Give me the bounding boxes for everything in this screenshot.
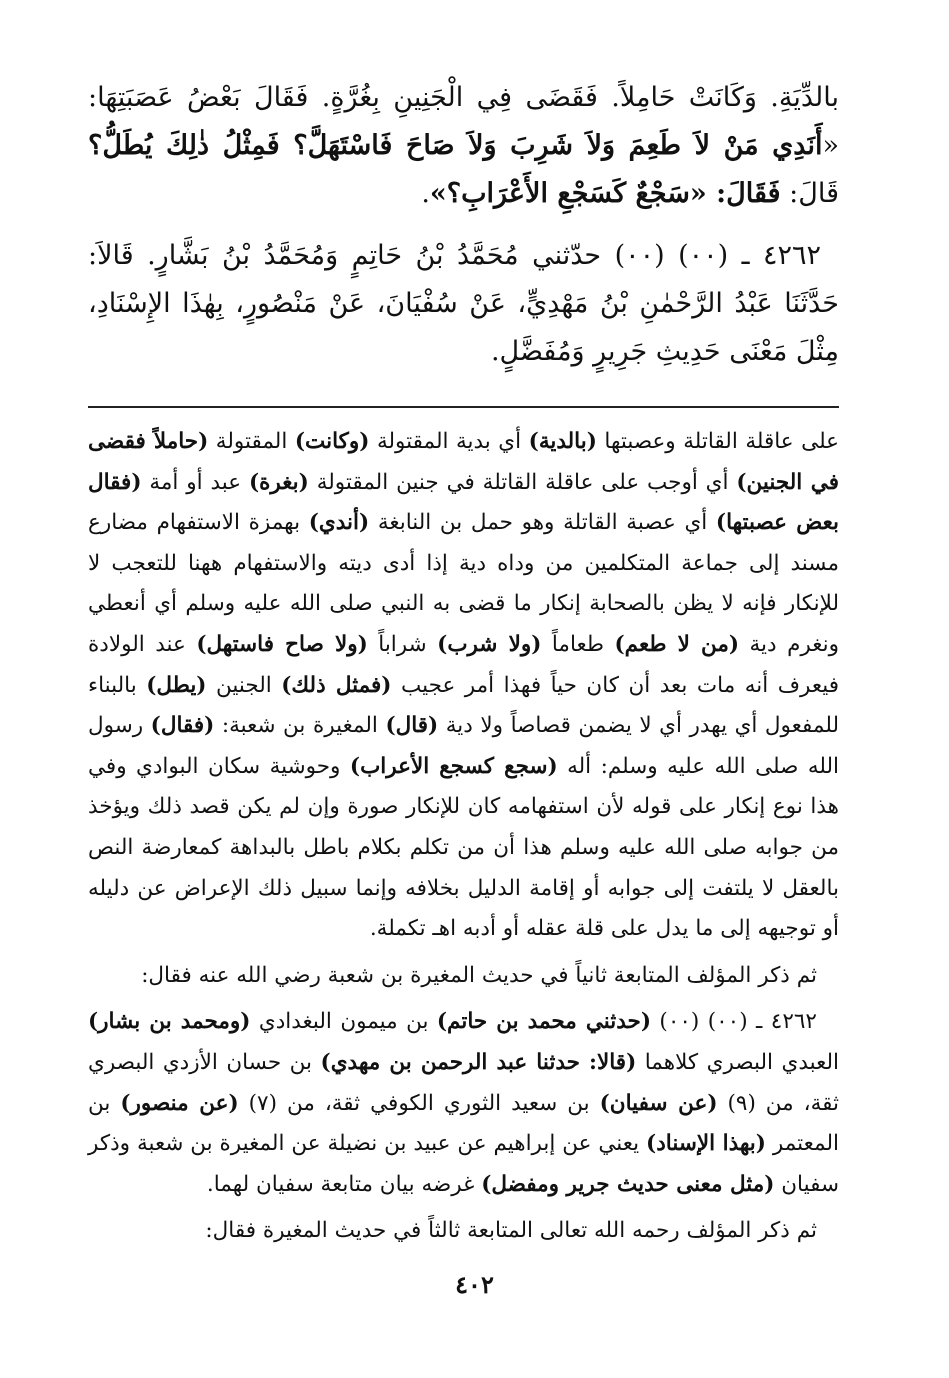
bold-text-run: (مثل معنى حديث جرير ومفضل)	[481, 1171, 775, 1197]
text-run: .	[421, 178, 430, 209]
bold-text-run: (ومحمد بن بشار)	[88, 1009, 251, 1035]
bold-text-run: (من لا طعم)	[614, 631, 740, 657]
bold-text-run: فَقَالَ: «سَجْعٌ كَسَجْعِ الأَعْرَابِ؟»	[429, 178, 781, 209]
bold-text-run: (يطل)	[146, 672, 207, 698]
bold-text-run: أَنَدِي مَنْ لاَ طَعِمَ وَلاَ شَرِبَ وَلاَ صَاحَ فَاسْتَهَلَّ؟ فَمِثْلُ ذٰلِكَ يُطَلُّ؟	[88, 130, 823, 161]
text-run: أي أوجب على عاقلة القاتلة في جنين المقتولة	[308, 469, 737, 495]
bold-text-run: (حدثني محمد بن حاتم)	[436, 1009, 651, 1035]
text-run: عند الولادة فيعرف أنه مات بعد أن كان حياً فهذا أمر عجيب	[88, 631, 840, 698]
text-run: طعاماً	[541, 631, 615, 657]
text-run: المقتولة	[208, 429, 295, 454]
bold-text-run: (ولا شرب)	[437, 631, 542, 657]
bold-text-run: (حاملاً فقضى في الجنين)	[88, 429, 840, 495]
text-run: بن حسان الأزدي البصري ثقة، من (٩)	[88, 1049, 839, 1116]
bold-text-run: (بالدية)	[528, 429, 597, 454]
text-run: شراباً	[367, 631, 438, 657]
text-run: بهمزة الاستفهام مضارع مسند إلى جماعة المتكلمين من وداه دية إذا أدى ديته والاستفهام ههنا للتعجب لا للإنكار فإنه لا يظن بالصحابة إنكار ما قضى به النبي صلى الله عليه وسلم أي أنعطي ونغرم دية	[88, 510, 839, 657]
bold-text-run: (بغرة)	[248, 469, 309, 495]
bold-text-run: (قال)	[385, 713, 439, 739]
commentary-paragraph-third-follow-up: ثم ذكر المؤلف رحمه الله تعالى المتابعة ثالثاً في حديث المغيرة فقال:	[205, 1218, 817, 1244]
hadith-text-block	[88, 74, 839, 376]
bold-text-run: (قالا: حدثنا عبد الرحمن بن مهدي)	[320, 1049, 637, 1075]
page-number: ٤٠٢	[455, 1270, 494, 1299]
document-page	[88, 74, 839, 1378]
hadith-paragraph-4262: ٤٢٦٢ ـ (٠٠) (٠٠) حدّثني مُحَمَّدُ بْنُ حَاتِمٍ وَمُحَمَّدُ بْنُ بَشَّارٍ. قَالاَ: حَدَّثَنَا عَبْدُ الرَّحْمٰنِ بْنُ مَهْدِيٍّ، عَنْ سُفْيَانَ، عَنْ مَنْصُورٍ، بِهٰذَا الإِسْنَادِ، مِثْلَ مَعْنَى حَدِيثِ جَرِيرٍ وَمُفَضَّلٍ.	[88, 240, 839, 367]
text-run: بن ميمون البغدادي	[250, 1009, 437, 1035]
bold-text-run: (عن منصور)	[120, 1090, 239, 1116]
commentary-paragraph-explanation	[88, 422, 839, 950]
bold-text-run: (ولا صاح فاستهل)	[196, 631, 368, 657]
text-run: بن سعيد الثوري الكوفي ثقة، من (٧)	[238, 1090, 600, 1116]
text-run: رسول الله صلى الله عليه وسلم: أله	[88, 713, 840, 779]
text-run: غرضه بيان متابعة سفيان لهما.	[206, 1171, 482, 1197]
text-run: عبد أو أمة	[141, 469, 249, 495]
text-run: قَالَ:	[780, 178, 839, 209]
text-run: المغيرة بن شعبة:	[214, 713, 386, 739]
bold-text-run: (بهذا الإسناد)	[646, 1131, 766, 1157]
commentary-paragraph-second-follow-up: ثم ذكر المؤلف المتابعة ثانياً في حديث المغيرة بن شعبة رضي الله عنه فقال:	[141, 962, 817, 988]
text-run: بن المعتمر	[88, 1090, 839, 1157]
bold-text-run: (أندي)	[308, 510, 370, 536]
hadith-paragraph-continuation	[88, 74, 839, 218]
bold-text-run: (فقال)	[150, 713, 215, 739]
bold-text-run: (فقال بعض عصبتها)	[88, 469, 840, 536]
text-run: يعني عن إبراهيم عن عبيد بن نضيلة عن المغيرة بن شعبة وذكر سفيان	[88, 1131, 839, 1197]
bold-text-run: (عن سفيان)	[599, 1090, 718, 1116]
footnote-divider-line	[88, 406, 839, 408]
text-run: العبدي البصري كلاهما	[636, 1049, 839, 1075]
text-run: على عاقلة القاتلة وعصبتها	[596, 429, 840, 454]
text-run: أي عصبة القاتلة وهو حمل بن النابغة	[369, 510, 716, 536]
text-run: أي بدية المقتولة	[369, 429, 529, 454]
commentary-paragraph-4262-chain	[88, 1002, 839, 1205]
text-run: وحوشية سكان البوادي وفي هذا نوع إنكار على قوله لأن استفهامه كان للإنكار صورة وإن لم يكن قصد ذلك ويؤخذ من جوابه صلى الله عليه وسلم هذا أن من تكلم بكلام باطل بالبداهة كمعارضة النص بالعقل لا يلتفت إلى جوابه أو إقامة الدليل بخلافه وإنما سبيل ذلك الإعراض عن دليله أو توجيهه إلى ما يدل على قلة عقله أو أدبه اهـ تكملة.	[88, 753, 839, 942]
text-run: الجنين	[206, 672, 282, 698]
text-run: ٤٢٦٢ ـ (٠٠) (٠٠)	[651, 1009, 817, 1035]
bold-text-run: (وكانت)	[294, 429, 370, 454]
bold-text-run: (سجع كسجع الأعراب)	[349, 753, 558, 779]
text-run: بالبناء للمفعول أي يهدر أي لا يضمن قصاصاً ولا دية	[88, 672, 839, 739]
text-run: بالدِّيَةِ. وَكَانَتْ حَامِلاً. فَقَضَى فِي الْجَنِينِ بِغُرَّةٍ. فَقَالَ بَعْضُ عَصَبَتِهَا: «	[88, 82, 839, 161]
bold-text-run: (فمثل ذلك)	[281, 672, 392, 698]
commentary-block	[88, 422, 839, 1252]
